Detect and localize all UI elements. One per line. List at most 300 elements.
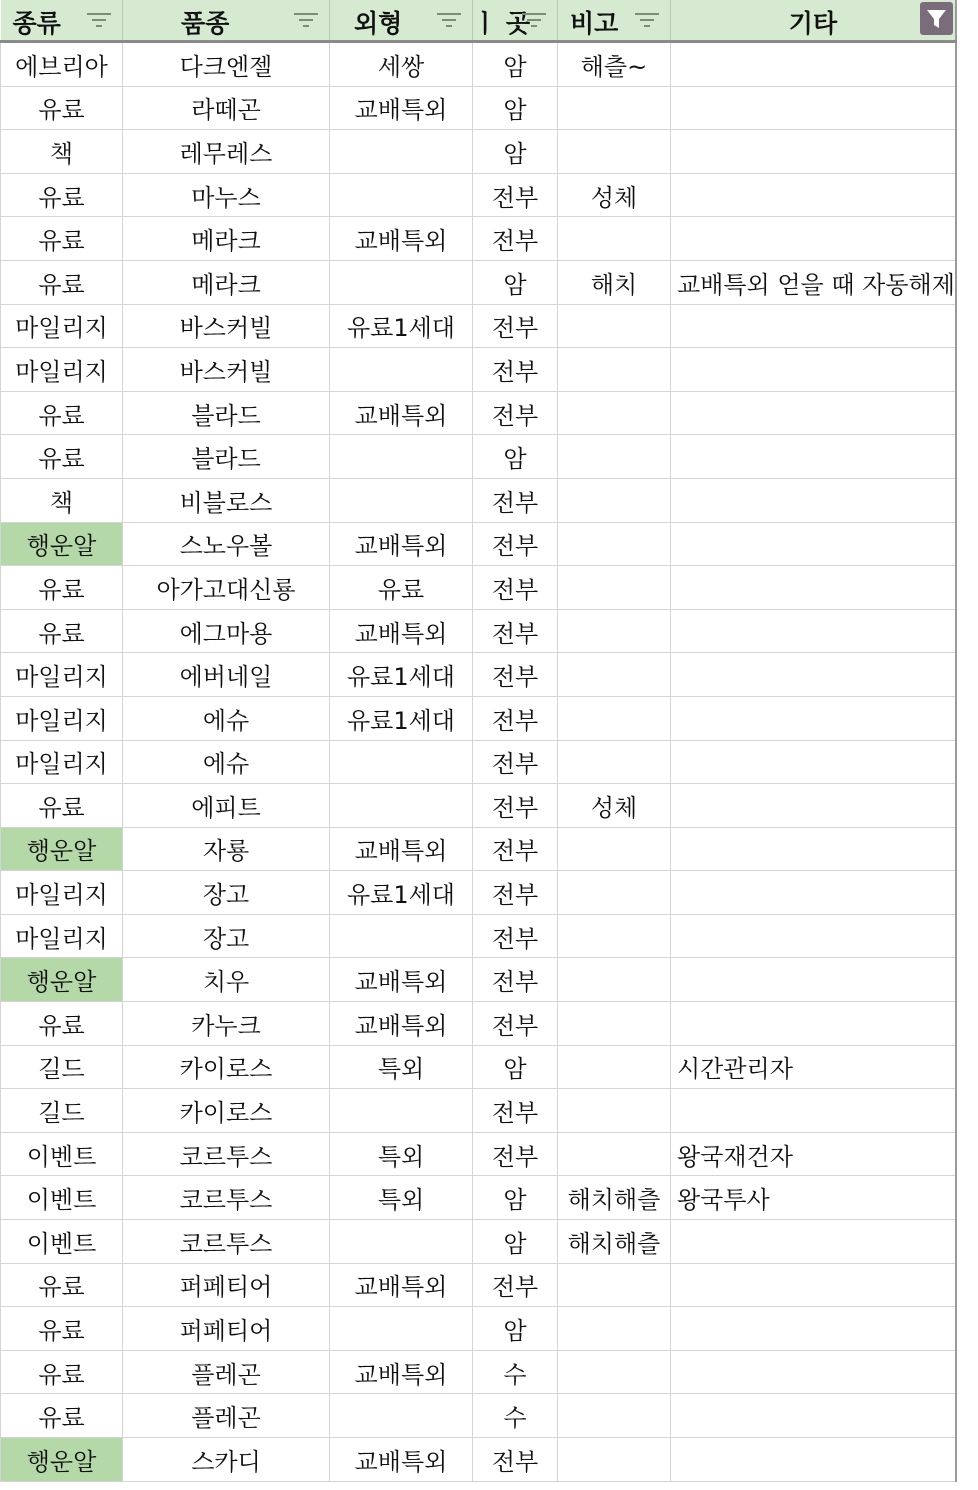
cell-etc[interactable] <box>671 1438 956 1482</box>
cell-etc-text: 시간관리자 <box>677 1055 793 1084</box>
cell-appearance[interactable] <box>330 609 473 653</box>
cell-sex[interactable] <box>473 304 558 348</box>
cell-breed-text: 아가고대신룡 <box>156 575 296 604</box>
cell-type-text: 길드 <box>38 1099 85 1128</box>
cell-type[interactable] <box>1 1394 123 1438</box>
cell-note[interactable] <box>558 1220 671 1264</box>
cell-type[interactable] <box>1 1307 123 1351</box>
cell-sex[interactable] <box>473 435 558 479</box>
cell-note[interactable] <box>558 958 671 1002</box>
cell-sex[interactable] <box>473 1176 558 1220</box>
cell-type-text: 유료 <box>38 619 85 648</box>
cell-breed[interactable] <box>123 1263 330 1307</box>
cell-appearance-text: 특외 <box>377 1186 425 1215</box>
table-row <box>1 42 956 87</box>
cell-sex[interactable] <box>473 42 558 87</box>
cell-type[interactable] <box>1 609 123 653</box>
cell-breed-text: 코르투스 <box>179 1186 273 1215</box>
cell-breed[interactable] <box>123 1350 330 1394</box>
cell-sex[interactable] <box>473 86 558 130</box>
cell-sex[interactable] <box>473 130 558 174</box>
cell-breed[interactable] <box>123 173 330 217</box>
cell-appearance-text: 유료 <box>377 575 425 604</box>
cell-type[interactable] <box>1 1089 123 1133</box>
cell-type[interactable] <box>1 958 123 1002</box>
column-header-note[interactable] <box>558 0 671 42</box>
table-row <box>1 914 956 958</box>
cell-breed[interactable] <box>123 958 330 1002</box>
cell-type-text: 마일리지 <box>15 357 108 386</box>
cell-note[interactable] <box>558 1438 671 1482</box>
cell-sex[interactable] <box>473 566 558 610</box>
cell-note[interactable] <box>558 740 671 784</box>
cell-breed-text: 플레곤 <box>191 1360 261 1389</box>
cell-appearance[interactable] <box>330 1350 473 1394</box>
cell-note[interactable] <box>558 566 671 610</box>
cell-type-text: 유료 <box>38 793 85 822</box>
cell-note[interactable] <box>558 871 671 915</box>
cell-breed-text: 에버네일 <box>179 663 273 692</box>
cell-appearance-text: 유료1세대 <box>346 663 455 692</box>
cell-sex[interactable] <box>473 391 558 435</box>
cell-etc[interactable] <box>671 217 956 261</box>
cell-sex[interactable] <box>473 348 558 392</box>
cell-etc[interactable] <box>671 609 956 653</box>
column-header-label: 품종 <box>181 9 230 38</box>
table-row <box>1 348 956 392</box>
column-header-etc[interactable] <box>671 0 956 42</box>
column-header-label: ㅣ 곳 <box>473 9 531 38</box>
cell-sex[interactable] <box>473 1220 558 1264</box>
cell-sex[interactable] <box>473 653 558 697</box>
cell-sex-text: 수 <box>503 1404 527 1433</box>
cell-etc[interactable] <box>671 696 956 740</box>
cell-sex-text: 전부 <box>491 1273 539 1302</box>
cell-appearance[interactable] <box>330 566 473 610</box>
cell-breed[interactable] <box>123 522 330 566</box>
cell-breed[interactable] <box>123 696 330 740</box>
cell-note[interactable] <box>558 1394 671 1438</box>
cell-etc[interactable] <box>671 173 956 217</box>
cell-appearance[interactable] <box>330 1220 473 1264</box>
cell-note[interactable] <box>558 260 671 304</box>
cell-type[interactable] <box>1 522 123 566</box>
cell-breed[interactable] <box>123 435 330 479</box>
cell-note[interactable] <box>558 130 671 174</box>
cell-breed[interactable] <box>123 478 330 522</box>
cell-appearance[interactable] <box>330 435 473 479</box>
cell-breed-text: 에슈 <box>202 750 250 779</box>
cell-sex[interactable] <box>473 1045 558 1089</box>
cell-appearance-text: 교배특외 <box>354 1360 448 1389</box>
cell-sex-text: 전부 <box>491 968 539 997</box>
cell-breed[interactable] <box>123 130 330 174</box>
cell-etc[interactable] <box>671 42 956 87</box>
cell-type-text: 행운알 <box>26 532 97 561</box>
cell-etc[interactable] <box>671 1002 956 1046</box>
cell-breed[interactable] <box>123 1220 330 1264</box>
cell-sex[interactable] <box>473 609 558 653</box>
cell-breed[interactable] <box>123 348 330 392</box>
cell-breed-text: 퍼페티어 <box>179 1273 273 1302</box>
cell-etc[interactable] <box>671 1394 956 1438</box>
cell-breed-text: 카누크 <box>191 1011 261 1040</box>
table-row <box>1 478 956 522</box>
table-row <box>1 1176 956 1220</box>
cell-note[interactable] <box>558 653 671 697</box>
cell-breed[interactable] <box>123 653 330 697</box>
cell-breed[interactable] <box>123 784 330 828</box>
filter-lines-icon[interactable] <box>634 10 660 30</box>
cell-appearance[interactable] <box>330 478 473 522</box>
cell-appearance[interactable] <box>330 653 473 697</box>
cell-etc[interactable] <box>671 435 956 479</box>
cell-type[interactable] <box>1 1263 123 1307</box>
cell-note[interactable] <box>558 609 671 653</box>
table-row <box>1 1350 956 1394</box>
cell-note[interactable] <box>558 1176 671 1220</box>
cell-type[interactable] <box>1 217 123 261</box>
cell-type-text: 유료 <box>38 183 85 212</box>
cell-sex[interactable] <box>473 1263 558 1307</box>
cell-type[interactable] <box>1 348 123 392</box>
cell-breed-text: 스노우볼 <box>179 532 273 561</box>
cell-appearance-text: 유료1세대 <box>346 706 455 735</box>
table-row <box>1 740 956 784</box>
cell-note[interactable] <box>558 391 671 435</box>
cell-sex-text: 전부 <box>491 227 539 256</box>
table-row <box>1 1045 956 1089</box>
table-row <box>1 566 956 610</box>
cell-note[interactable] <box>558 1350 671 1394</box>
table-row <box>1 435 956 479</box>
cell-breed[interactable] <box>123 217 330 261</box>
cell-type-text: 유료 <box>38 401 85 430</box>
cell-type[interactable] <box>1 696 123 740</box>
cell-breed[interactable] <box>123 86 330 130</box>
cell-etc[interactable] <box>671 566 956 610</box>
cell-etc[interactable] <box>671 1220 956 1264</box>
cell-note-text: 성체 <box>590 793 638 822</box>
cell-type-text: 마일리지 <box>15 924 108 953</box>
cell-sex-text: 전부 <box>491 1099 539 1128</box>
cell-appearance[interactable] <box>330 1263 473 1307</box>
cell-breed[interactable] <box>123 609 330 653</box>
cell-sex[interactable] <box>473 740 558 784</box>
cell-sex[interactable] <box>473 217 558 261</box>
cell-etc[interactable] <box>671 391 956 435</box>
cell-type[interactable] <box>1 130 123 174</box>
cell-breed-text: 에그마용 <box>179 619 273 648</box>
cell-breed-text: 메라크 <box>191 270 261 299</box>
cell-breed[interactable] <box>123 1307 330 1351</box>
cell-sex-text: 전부 <box>491 706 539 735</box>
cell-appearance-text: 교배특외 <box>354 1273 448 1302</box>
column-header-type[interactable] <box>1 0 123 42</box>
table-body <box>1 42 956 1482</box>
cell-appearance[interactable] <box>330 522 473 566</box>
cell-sex-text: 전부 <box>491 183 539 212</box>
cell-etc[interactable] <box>671 522 956 566</box>
cell-etc[interactable] <box>671 86 956 130</box>
cell-breed[interactable] <box>123 566 330 610</box>
cell-breed-text: 다크엔젤 <box>179 52 273 81</box>
cell-sex[interactable] <box>473 1132 558 1176</box>
cell-appearance[interactable] <box>330 1394 473 1438</box>
cell-sex[interactable] <box>473 260 558 304</box>
cell-appearance-text: 교배특외 <box>354 837 448 866</box>
cell-appearance[interactable] <box>330 871 473 915</box>
cell-etc[interactable] <box>671 478 956 522</box>
cell-appearance[interactable] <box>330 1089 473 1133</box>
cell-etc[interactable] <box>671 958 956 1002</box>
cell-note[interactable] <box>558 522 671 566</box>
cell-type[interactable] <box>1 42 123 87</box>
cell-note[interactable] <box>558 1132 671 1176</box>
cell-breed[interactable] <box>123 391 330 435</box>
cell-sex[interactable] <box>473 827 558 871</box>
cell-sex[interactable] <box>473 173 558 217</box>
cell-sex[interactable] <box>473 871 558 915</box>
cell-note[interactable] <box>558 1002 671 1046</box>
column-header-label: 외형 <box>354 9 403 38</box>
cell-note[interactable] <box>558 42 671 87</box>
cell-sex[interactable] <box>473 1002 558 1046</box>
cell-type[interactable] <box>1 871 123 915</box>
cell-type[interactable] <box>1 1045 123 1089</box>
cell-etc-text: 왕국재건자 <box>677 1142 793 1171</box>
cell-sex[interactable] <box>473 914 558 958</box>
cell-etc[interactable] <box>671 260 956 304</box>
cell-etc[interactable] <box>671 827 956 871</box>
cell-sex-text: 전부 <box>491 532 539 561</box>
cell-type-text: 유료 <box>38 445 85 474</box>
cell-type-text: 행운알 <box>26 968 97 997</box>
cell-breed[interactable] <box>123 1176 330 1220</box>
cell-breed-text: 치우 <box>202 968 250 997</box>
cell-sex-text: 전부 <box>491 1142 539 1171</box>
cell-appearance[interactable] <box>330 1045 473 1089</box>
cell-appearance[interactable] <box>330 914 473 958</box>
table-row <box>1 871 956 915</box>
cell-note[interactable] <box>558 304 671 348</box>
cell-type[interactable] <box>1 784 123 828</box>
table-row <box>1 391 956 435</box>
column-header-appearance[interactable] <box>330 0 473 42</box>
cell-sex-text: 암 <box>503 1317 527 1346</box>
cell-breed-text: 장고 <box>202 924 250 953</box>
cell-appearance[interactable] <box>330 42 473 87</box>
cell-type[interactable] <box>1 653 123 697</box>
cell-breed[interactable] <box>123 914 330 958</box>
cell-appearance[interactable] <box>330 1438 473 1482</box>
cell-type[interactable] <box>1 740 123 784</box>
cell-sex[interactable] <box>473 478 558 522</box>
cell-sex[interactable] <box>473 1394 558 1438</box>
cell-breed[interactable] <box>123 871 330 915</box>
cell-sex[interactable] <box>473 958 558 1002</box>
cell-etc[interactable] <box>671 1307 956 1351</box>
cell-etc[interactable] <box>671 1089 956 1133</box>
table-row <box>1 653 956 697</box>
table-row <box>1 609 956 653</box>
cell-note[interactable] <box>558 1307 671 1351</box>
cell-appearance[interactable] <box>330 304 473 348</box>
cell-breed[interactable] <box>123 827 330 871</box>
filter-lines-icon[interactable] <box>86 10 112 30</box>
cell-etc[interactable] <box>671 653 956 697</box>
cell-breed[interactable] <box>123 304 330 348</box>
cell-note[interactable] <box>558 478 671 522</box>
cell-breed-text: 스카디 <box>191 1447 261 1476</box>
cell-appearance[interactable] <box>330 217 473 261</box>
cell-appearance[interactable] <box>330 1307 473 1351</box>
cell-etc[interactable] <box>671 130 956 174</box>
cell-etc[interactable] <box>671 1132 956 1176</box>
cell-etc[interactable] <box>671 784 956 828</box>
cell-note[interactable] <box>558 173 671 217</box>
cell-type[interactable] <box>1 1132 123 1176</box>
cell-etc[interactable] <box>671 1350 956 1394</box>
cell-appearance-text: 유료1세대 <box>346 881 455 910</box>
cell-note[interactable] <box>558 914 671 958</box>
cell-appearance[interactable] <box>330 827 473 871</box>
cell-breed-text: 자룡 <box>202 837 250 866</box>
cell-type-text: 이벤트 <box>26 1142 97 1171</box>
cell-type[interactable] <box>1 260 123 304</box>
cell-appearance[interactable] <box>330 958 473 1002</box>
cell-breed-text: 라떼곤 <box>191 96 261 125</box>
cell-breed[interactable] <box>123 740 330 784</box>
cell-type[interactable] <box>1 566 123 610</box>
cell-breed[interactable] <box>123 1002 330 1046</box>
cell-sex-text: 전부 <box>491 924 539 953</box>
cell-appearance[interactable] <box>330 348 473 392</box>
cell-note[interactable] <box>558 348 671 392</box>
cell-sex[interactable] <box>473 784 558 828</box>
cell-note[interactable] <box>558 1089 671 1133</box>
cell-appearance[interactable] <box>330 391 473 435</box>
cell-type[interactable] <box>1 1002 123 1046</box>
column-header-sex[interactable] <box>473 0 558 42</box>
filter-lines-icon[interactable] <box>436 10 462 30</box>
table-row <box>1 1002 956 1046</box>
cell-note-text: 성체 <box>590 183 638 212</box>
cell-breed[interactable] <box>123 260 330 304</box>
table-row <box>1 1220 956 1264</box>
cell-type[interactable] <box>1 914 123 958</box>
cell-note[interactable] <box>558 827 671 871</box>
cell-note[interactable] <box>558 1045 671 1089</box>
cell-etc[interactable] <box>671 740 956 784</box>
cell-sex[interactable] <box>473 1438 558 1482</box>
cell-appearance[interactable] <box>330 1002 473 1046</box>
cell-appearance[interactable] <box>330 130 473 174</box>
cell-sex-text: 암 <box>503 1186 527 1215</box>
cell-breed[interactable] <box>123 1045 330 1089</box>
cell-etc[interactable] <box>671 1263 956 1307</box>
cell-sex-text: 전부 <box>491 401 539 430</box>
table-row <box>1 1089 956 1133</box>
cell-type[interactable] <box>1 1438 123 1482</box>
table-row <box>1 827 956 871</box>
cell-appearance[interactable] <box>330 86 473 130</box>
cell-note[interactable] <box>558 784 671 828</box>
cell-note-text: 해치해츨 <box>567 1229 661 1258</box>
cell-breed-text: 코르투스 <box>179 1142 273 1171</box>
filter-lines-icon[interactable] <box>521 10 547 30</box>
cell-note[interactable] <box>558 86 671 130</box>
cell-appearance[interactable] <box>330 173 473 217</box>
cell-type[interactable] <box>1 173 123 217</box>
cell-type[interactable] <box>1 1176 123 1220</box>
cell-etc[interactable] <box>671 1176 956 1220</box>
cell-breed-text: 바스커빌 <box>179 357 273 386</box>
cell-breed[interactable] <box>123 1132 330 1176</box>
cell-sex-text: 암 <box>503 1055 527 1084</box>
cell-breed[interactable] <box>123 42 330 87</box>
cell-appearance[interactable] <box>330 740 473 784</box>
cell-breed[interactable] <box>123 1089 330 1133</box>
cell-type[interactable] <box>1 86 123 130</box>
cell-appearance[interactable] <box>330 784 473 828</box>
cell-breed-text: 플레곤 <box>191 1404 261 1433</box>
cell-etc[interactable] <box>671 914 956 958</box>
cell-type-text: 유료 <box>38 1360 85 1389</box>
cell-note[interactable] <box>558 696 671 740</box>
cell-sex[interactable] <box>473 696 558 740</box>
cell-appearance[interactable] <box>330 260 473 304</box>
cell-etc[interactable] <box>671 348 956 392</box>
cell-appearance-text: 교배특외 <box>354 968 448 997</box>
cell-type[interactable] <box>1 1350 123 1394</box>
table-row <box>1 1438 956 1482</box>
cell-breed-text: 장고 <box>202 881 250 910</box>
cell-breed[interactable] <box>123 1438 330 1482</box>
cell-note-text: 해츨~ <box>580 52 648 81</box>
cell-appearance[interactable] <box>330 1176 473 1220</box>
cell-type[interactable] <box>1 391 123 435</box>
cell-note[interactable] <box>558 1263 671 1307</box>
cell-breed-text: 마누스 <box>191 183 261 212</box>
cell-type[interactable] <box>1 478 123 522</box>
funnel-filter-active-icon[interactable] <box>920 2 953 35</box>
cell-sex-text: 전부 <box>491 619 539 648</box>
cell-sex[interactable] <box>473 1307 558 1351</box>
cell-sex[interactable] <box>473 1089 558 1133</box>
cell-type[interactable] <box>1 435 123 479</box>
cell-appearance-text: 특외 <box>377 1142 425 1171</box>
cell-breed[interactable] <box>123 1394 330 1438</box>
cell-note[interactable] <box>558 217 671 261</box>
cell-etc[interactable] <box>671 871 956 915</box>
cell-sex[interactable] <box>473 522 558 566</box>
cell-note[interactable] <box>558 435 671 479</box>
column-header-breed[interactable] <box>123 0 330 42</box>
cell-breed-text: 블라드 <box>191 445 261 474</box>
filter-lines-icon[interactable] <box>293 10 319 30</box>
cell-type[interactable] <box>1 304 123 348</box>
cell-type[interactable] <box>1 827 123 871</box>
cell-etc[interactable] <box>671 304 956 348</box>
table-row <box>1 217 956 261</box>
cell-etc[interactable] <box>671 1045 956 1089</box>
cell-sex-text: 암 <box>503 270 527 299</box>
cell-appearance[interactable] <box>330 1132 473 1176</box>
cell-sex[interactable] <box>473 1350 558 1394</box>
cell-appearance[interactable] <box>330 696 473 740</box>
cell-type[interactable] <box>1 1220 123 1264</box>
